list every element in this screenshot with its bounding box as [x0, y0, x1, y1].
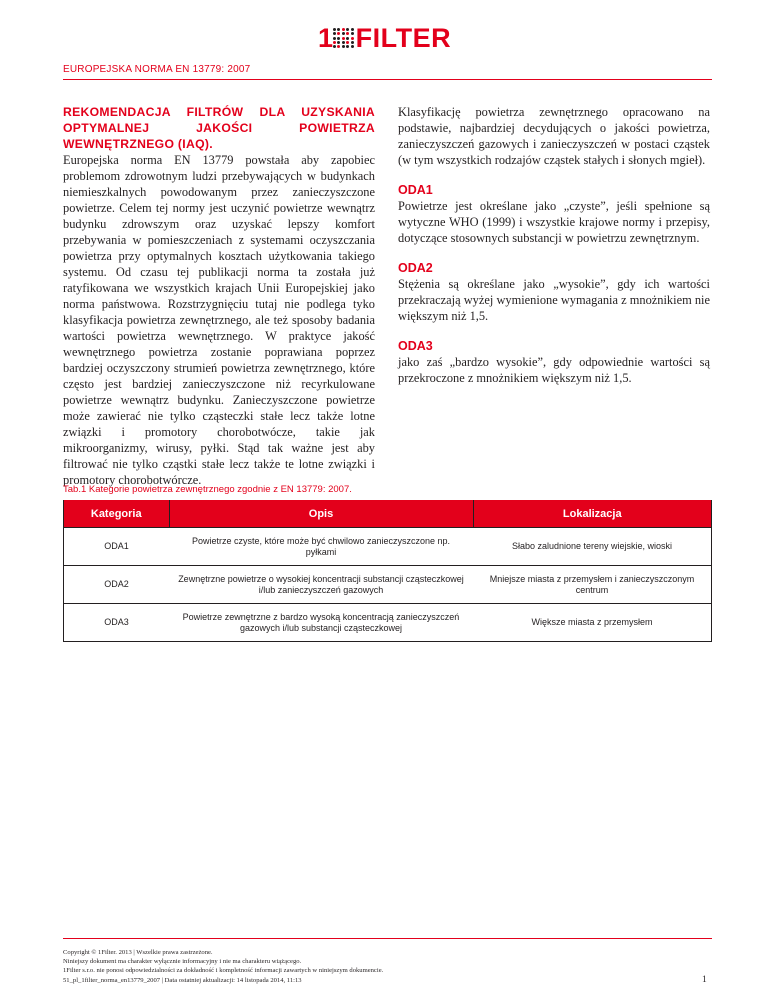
- footer: [63, 948, 383, 985]
- logo-word: FILTER: [355, 23, 452, 53]
- section-oda1: [398, 182, 710, 246]
- description-cell: Zewnętrzne powietrze o wysokiej koncentracji substancji cząsteczkowej i/lub zanieczyszczeń gazowych: [169, 566, 473, 604]
- section-title: ODA1: [398, 183, 433, 197]
- logo-dot-mark: [333, 28, 354, 49]
- header-lokalizacja: Lokalizacja: [473, 500, 712, 528]
- logo-prefix: 1: [318, 23, 333, 53]
- intro-paragraph: Europejska norma EN 13779 powstała aby zapobiec problemom zdrowotnym ludzi przebywających w budynkach niemieszkalnych powodowanym przez zanieczyszczone powietrze. Celem tej normy jest uczynić powietrze wewnątrz budynku zdrowszym oraz uzyskać lepszy komfort przebywania w pomieszczeniach z systemami oczyszczania powietrza przy optymalnych kosztach użytkowania takiego systemu. Od czasu tej publikacji norma ta została już ratyfikowana we wszystkich krajach Unii Europejskiej jako norma państwowa. Rozstrzygnięciu tutaj nie podlega tyko klasyfikacja powietrza zewnętrznego, ale też sposoby badania wartości powietrza wewnętrznego. W praktyce jakość wewnętrznego powietrza zostanie poprawiana poprzez bardziej oczyszczony strumień powietrza zewnętrznego, które często jest bardziej zanieczyszczone niż recyrkulowane powietrze wewnątrz budynku. Zanieczyszczone powietrze może zawierać nie tylko cząsteczki stałe lecz także lotne związki i promotory chorobotwócze, takie jak mikroorganizmy, wirusy, pyłki. Stąd tak ważne jest aby filtrować nie tylko cząstki stałe lecz także te lotne związki i promotory chorobotwórcze.: [63, 153, 375, 487]
- location-cell: Mniejsze miasta z przemysłem i zanieczyszczonym centrum: [473, 566, 712, 604]
- page-number: 1: [702, 975, 707, 985]
- table-row: [64, 528, 712, 566]
- description-cell: Powietrze czyste, które może być chwilowo zanieczyszczone np. pyłkami: [169, 528, 473, 566]
- footer-divider: [63, 938, 712, 939]
- right-column: [398, 104, 710, 386]
- air-category-table: [63, 500, 712, 642]
- location-cell: Większe miasta z przemysłem: [473, 604, 712, 642]
- table-header-row: [64, 500, 712, 528]
- section-title: ODA3: [398, 339, 433, 353]
- classification-intro: Klasyfikację powietrza zewnętrznego opracowano na podstawie, najbardziej decydujących o jakości powietrza, zanieczyszczeń gazowych i zanieczyszczeń w postaci cząstek (w tym wszystkich rodzajów cząstek stałych i słonych mgieł).: [398, 105, 710, 167]
- table-row: [64, 566, 712, 604]
- category-cell: ODA1: [64, 528, 170, 566]
- header-opis: Opis: [169, 500, 473, 528]
- document-header: EUROPEJSKA NORMA EN 13779: 2007: [63, 64, 251, 75]
- footer-document-id: 51_pl_1filter_norma_en13779_2007 | Data ostatniej aktualizacji: 14 listopada 2014, 11:13: [63, 976, 302, 984]
- header-kategoria: Kategoria: [64, 500, 170, 528]
- left-column: [63, 104, 375, 488]
- section-text: jako zaś „bardzo wysokie”, gdy odpowiednie wartości są przekroczone z mnożnikiem większym niż 1,5.: [398, 355, 710, 385]
- section-oda2: [398, 260, 710, 324]
- table-row: [64, 604, 712, 642]
- category-cell: ODA2: [64, 566, 170, 604]
- brand-logo: [318, 23, 452, 53]
- section-text: Stężenia są określane jako „wysokie”, gdy ich wartości przekraczają wyżej wymienione wymagania z mnożnikiem nie większym niż 1,5.: [398, 277, 710, 323]
- footer-copyright: Copyright © 1Filter. 2013 | Wszelkie prawa zastrzeżone.: [63, 949, 213, 956]
- main-heading: REKOMENDACJA FILTRÓW DLA UZYSKANIA OPTYMALNEJ JAKOŚCI POWIETRZA WEWNĘTRZNEGO (IAQ).: [63, 105, 375, 151]
- table-caption: Tab.1 Kategorie powietrza zewnętrznego zgodnie z EN 13779: 2007.: [63, 484, 352, 495]
- category-cell: ODA3: [64, 604, 170, 642]
- header-divider: [63, 79, 712, 80]
- location-cell: Słabo zaludnione tereny wiejskie, wioski: [473, 528, 712, 566]
- section-oda3: [398, 338, 710, 386]
- section-title: ODA2: [398, 261, 433, 275]
- description-cell: Powietrze zewnętrzne z bardzo wysoką koncentracją zanieczyszczeń gazowych i/lub substancji cząsteczkowej: [169, 604, 473, 642]
- section-text: Powietrze jest określane jako „czyste”, jeśli spełnione są wytyczne WHO (1999) i wszystkie krajowe normy i przepisy, dotyczące stosownych substancji w powietrzu zewnętrznym.: [398, 199, 710, 245]
- footer-liability: 1Filter s.r.o. nie ponosi odpowiedzialności za dokładność i kompletność informacji zawartych w niniejszym dokumencie.: [63, 967, 384, 975]
- footer-disclaimer: Niniejszy dokument ma charakter wyłącznie informacyjny i nie ma charakteru wiążącego.: [63, 958, 302, 966]
